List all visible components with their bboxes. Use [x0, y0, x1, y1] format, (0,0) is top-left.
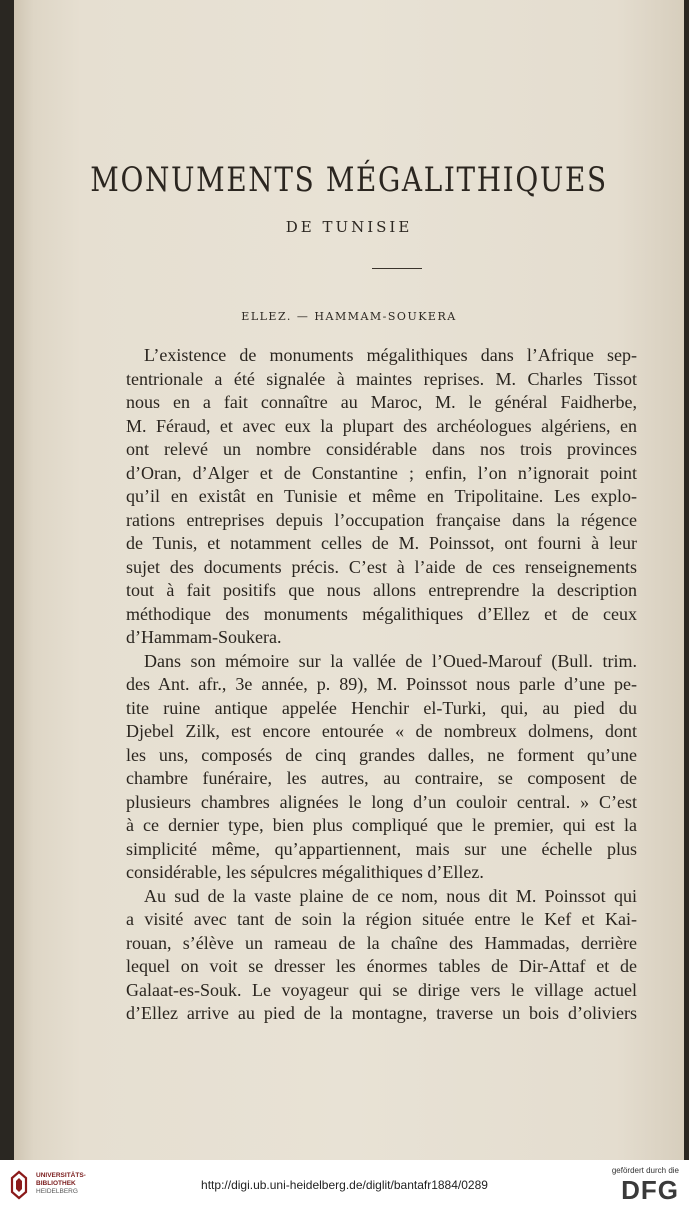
- text-line: considérable, les sépulcres mégalithiques d’Ellez.: [126, 862, 484, 882]
- text-line: des Ant. afr., 3e année, p. 89), M. Poinssot nous parle d’une pe-: [126, 674, 637, 694]
- library-name-line: UNIVERSITÄTS-: [36, 1172, 86, 1179]
- text-line: tentrionale a été signalée à maintes reprises. M. Charles Tissot: [126, 368, 637, 389]
- text-line: ont relevé un nombre considérable dans nos trois provinces: [126, 439, 637, 459]
- library-name-line: BIBLIOTHEK: [36, 1180, 76, 1187]
- text-line: tout à fait positifs que nous allons entreprendre la description: [126, 580, 637, 600]
- viewer-footer: [0, 1160, 689, 1210]
- text-line: sujet des documents précis. C’est à l’aide de ces renseignements: [126, 556, 637, 577]
- text-line: d’Oran, d’Alger et de Constantine ; enfin, l’on n’ignorait point: [126, 462, 637, 483]
- body-text: [126, 344, 637, 1026]
- text-line: d’Ellez arrive au pied de la montagne, traverse un bois d’oliviers: [126, 1003, 637, 1023]
- text-line: à ce dernier type, bien plus compliqué que le premier, qui est la: [126, 815, 637, 835]
- text-line: Djebel Zilk, est encore entourée « de nombreux dolmens, dont: [126, 721, 637, 741]
- title-rule: [372, 268, 422, 269]
- text-line: méthodique des monuments mégalithiques d’Ellez et de ceux: [126, 603, 637, 624]
- dfg-logo: DFG: [621, 1175, 679, 1205]
- permalink-url[interactable]: http://digi.ub.uni-heidelberg.de/diglit/bantafr1884/0289: [201, 1178, 488, 1192]
- text-line: M. Féraud, et avec eux la plupart des archéologues algériens, en: [126, 415, 637, 436]
- text-line: chambre funéraire, les autres, au contraire, se composent de: [126, 768, 637, 788]
- text-line: rations entreprises depuis l’occupation française dans la régence: [126, 509, 637, 530]
- text-line: lequel on voit se dresser les énormes tables de Dir-Attaf et de: [126, 956, 637, 976]
- text-line: Dans son mémoire sur la vallée de l’Oued-Marouf (Bull. trim.: [144, 650, 637, 671]
- text-line: Galaat-es-Souk. Le voyageur qui se dirige vers le village actuel: [126, 979, 637, 1000]
- text-line: les uns, composés de cinq grandes dalles, ne forment qu’une: [126, 744, 637, 765]
- library-name-line: HEIDELBERG: [36, 1188, 78, 1195]
- text-line: qu’il en existât en Tunisie et même en Tripolitaine. Les explo-: [126, 486, 637, 506]
- text-line: L’existence de monuments mégalithiques dans l’Afrique sep-: [144, 345, 637, 365]
- text-line: de Tunis, et notamment celles de M. Poinssot, ont fourni à leur: [126, 533, 637, 553]
- text-line: tite ruine antique appelée Henchir el-Turki, qui, au pied du: [126, 697, 637, 718]
- text-line: rouan, s’élève un rameau de la chaîne des Hammadas, derrière: [126, 932, 637, 953]
- text-line: Au sud de la vaste plaine de ce nom, nous dit M. Poinssot qui: [144, 885, 637, 906]
- text-line: nous en a fait connaître au Maroc, M. le général Faidherbe,: [126, 392, 637, 412]
- text-line: d’Hammam-Soukera.: [126, 627, 282, 647]
- text-line: simplicité même, qu’appartiennent, mais sur une échelle plus: [126, 838, 637, 859]
- text-line: a visité avec tant de soin la région située entre le Kef et Kai-: [126, 909, 637, 929]
- document-title: MONUMENTS MÉGALITHIQUES: [90, 160, 608, 200]
- section-heading: ELLEZ. — HAMMAM-SOUKERA: [241, 310, 457, 323]
- document-subtitle: DE TUNISIE: [285, 218, 413, 236]
- sponsor-caption: gefördert durch die: [611, 1166, 679, 1175]
- text-line: plusieurs chambres alignées le long d’un couloir central. » C’est: [126, 791, 637, 812]
